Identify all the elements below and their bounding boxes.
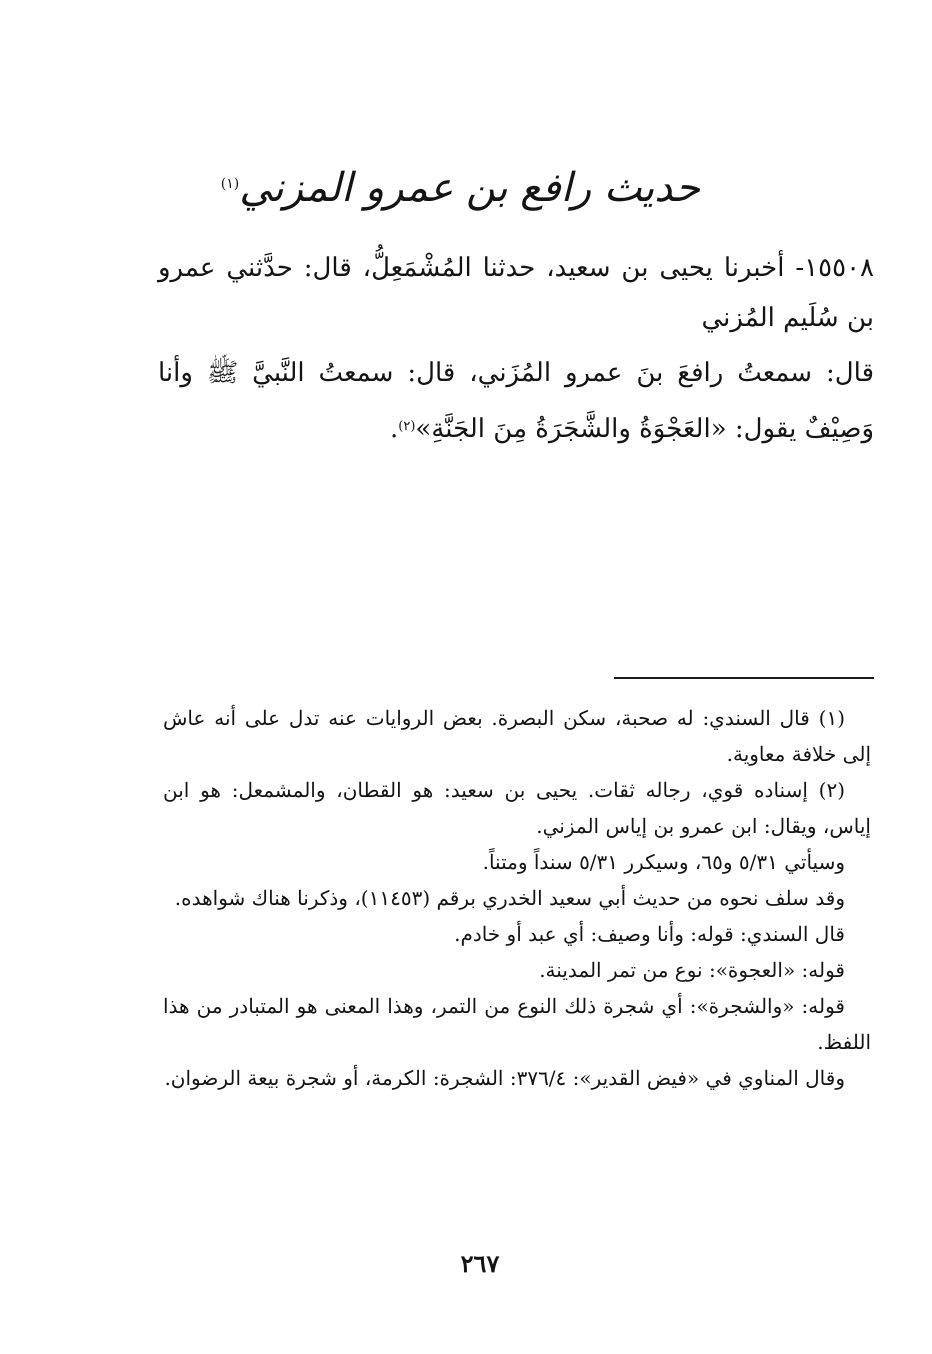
- hadith-body-paragraph: [158, 345, 874, 457]
- footnotes: [163, 700, 871, 1096]
- chapter-title: [220, 158, 700, 218]
- chapter-title-text: حديث رافع بن عمرو المزني: [239, 165, 700, 211]
- footnote-1: (١) قال السندي: له صحبة، سكن البصرة. بعض الروايات عنه تدل على أنه عاش إلى خلافة معاوية.: [163, 706, 871, 766]
- hadith-intro-text: ١٥٥٠٨- أخبرنا يحيى بن سعيد، حدثنا المُشْمَعِلُّ، قال: حدَّثني عمرو بن سُلَيم المُزني: [158, 253, 874, 333]
- footnote-2-shajara: قوله: «والشجرة»: أي شجرة ذلك النوع من التمر، وهذا المعنى هو المتبادر من هذا اللفظ.: [163, 994, 871, 1054]
- footnote-2: (٢) إسناده قوي، رجاله ثقات. يحيى بن سعيد: هو القطان، والمشمعل: هو ابن إياس، ويقال: ابن عمرو بن إياس المزني.: [163, 778, 871, 838]
- hadith-body-text: قال: سمعتُ رافعَ بنَ عمرو المُزَني، قال: سمعتُ النَّبيَّ ﷺ وأنا وَصِيْفٌ يقول: «العَجْوَةُ والشَّجَرَةُ مِنَ الجَنَّةِ»: [158, 358, 874, 444]
- hadith-end-mark: .: [389, 414, 399, 444]
- footnote-2-munawi: وقال المناوي في «فيض القدير»: ٣٧٦/٤: الشجرة: الكرمة، أو شجرة بيعة الرضوان.: [164, 1066, 845, 1090]
- hadith-matn: [158, 345, 874, 457]
- footnote-2-sindi: قال السندي: قوله: وأنا وصيف: أي عبد أو خادم.: [454, 922, 845, 946]
- footnote-separator: [614, 677, 874, 679]
- hadith-isnad: [158, 243, 874, 343]
- footnote-2-previous-ref: وقد سلف نحوه من حديث أبي سعيد الخدري برقم (١١٤٥٣)، وذكرنا هناك شواهده.: [174, 886, 845, 910]
- hadith-footnote-ref: (٢): [398, 419, 416, 434]
- footnote-2-cross-ref: وسيأتي ٥/٣١ و٦٥، وسيكرر ٥/٣١ سنداً ومتناً.: [482, 850, 845, 874]
- page-number: ٢٦٧: [460, 1249, 500, 1278]
- title-footnote-ref: (١): [220, 176, 240, 192]
- footnote-2-ajwa: قوله: «العجوة»: نوع من تمر المدينة.: [539, 958, 845, 982]
